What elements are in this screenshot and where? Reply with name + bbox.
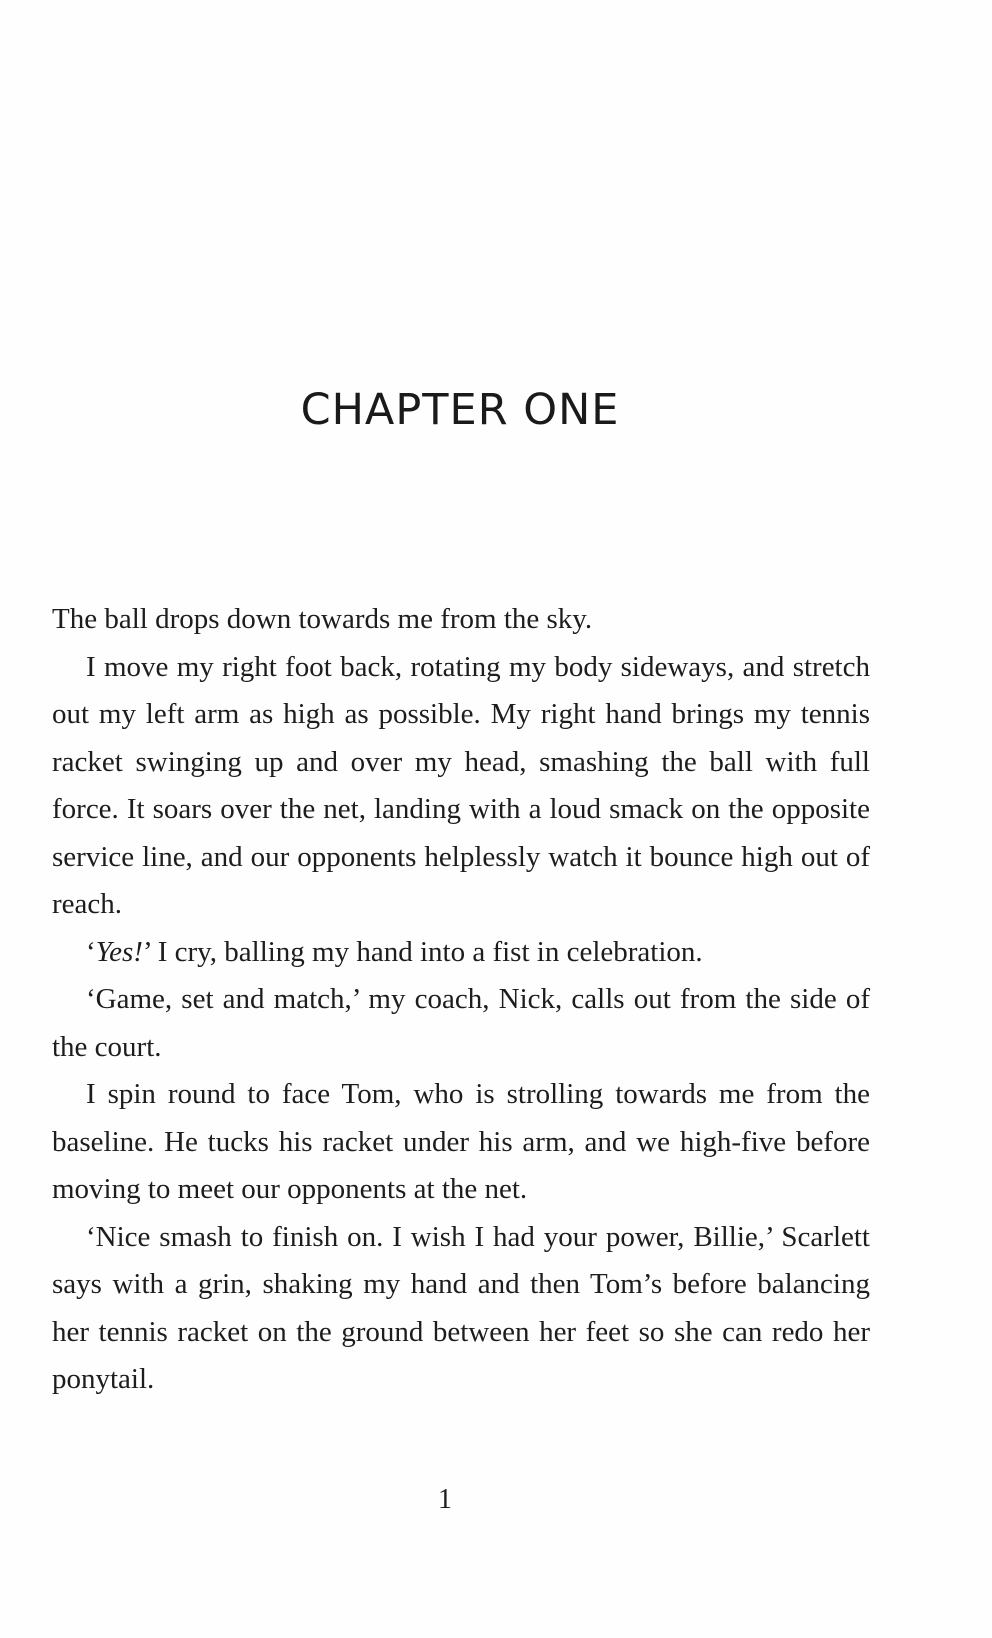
paragraph-text: ’ I cry, balling my hand into a fist in celebration.	[142, 935, 703, 968]
paragraph: The ball drops down towards me from the sky.	[52, 603, 593, 635]
paragraph: ‘Game, set and match,’ my coach, Nick, calls out from the side of the court.	[52, 983, 870, 1063]
body-text	[52, 596, 870, 1404]
paragraph: I move my right foot back, rotating my body sideways, and stretch out my left arm as high as possible. My right hand brings my tennis racket swinging up and over my head, smashing the ball with full force. It soars over the net, landing with a loud smack on the opposite service line, and our opponents helplessly watch it bounce high out of reach.	[52, 650, 870, 920]
paragraph: ‘Nice smash to finish on. I wish I had your power, Billie,’ Scarlett says with a grin, shaking my hand and then Tom’s before balancing her tennis racket on the ground between her feet so she can redo her ponytail.	[52, 1220, 870, 1395]
italic-exclamation: Yes!	[95, 935, 143, 968]
page-number: 1	[438, 1484, 452, 1515]
paragraph	[52, 929, 870, 977]
chapter-title: CHAPTER ONE	[300, 385, 620, 435]
paragraph: I spin round to face Tom, who is strolling towards me from the baseline. He tucks his racket under his arm, and we high-five before moving to meet our opponents at the net.	[52, 1078, 870, 1205]
open-quote: ‘	[86, 935, 96, 968]
